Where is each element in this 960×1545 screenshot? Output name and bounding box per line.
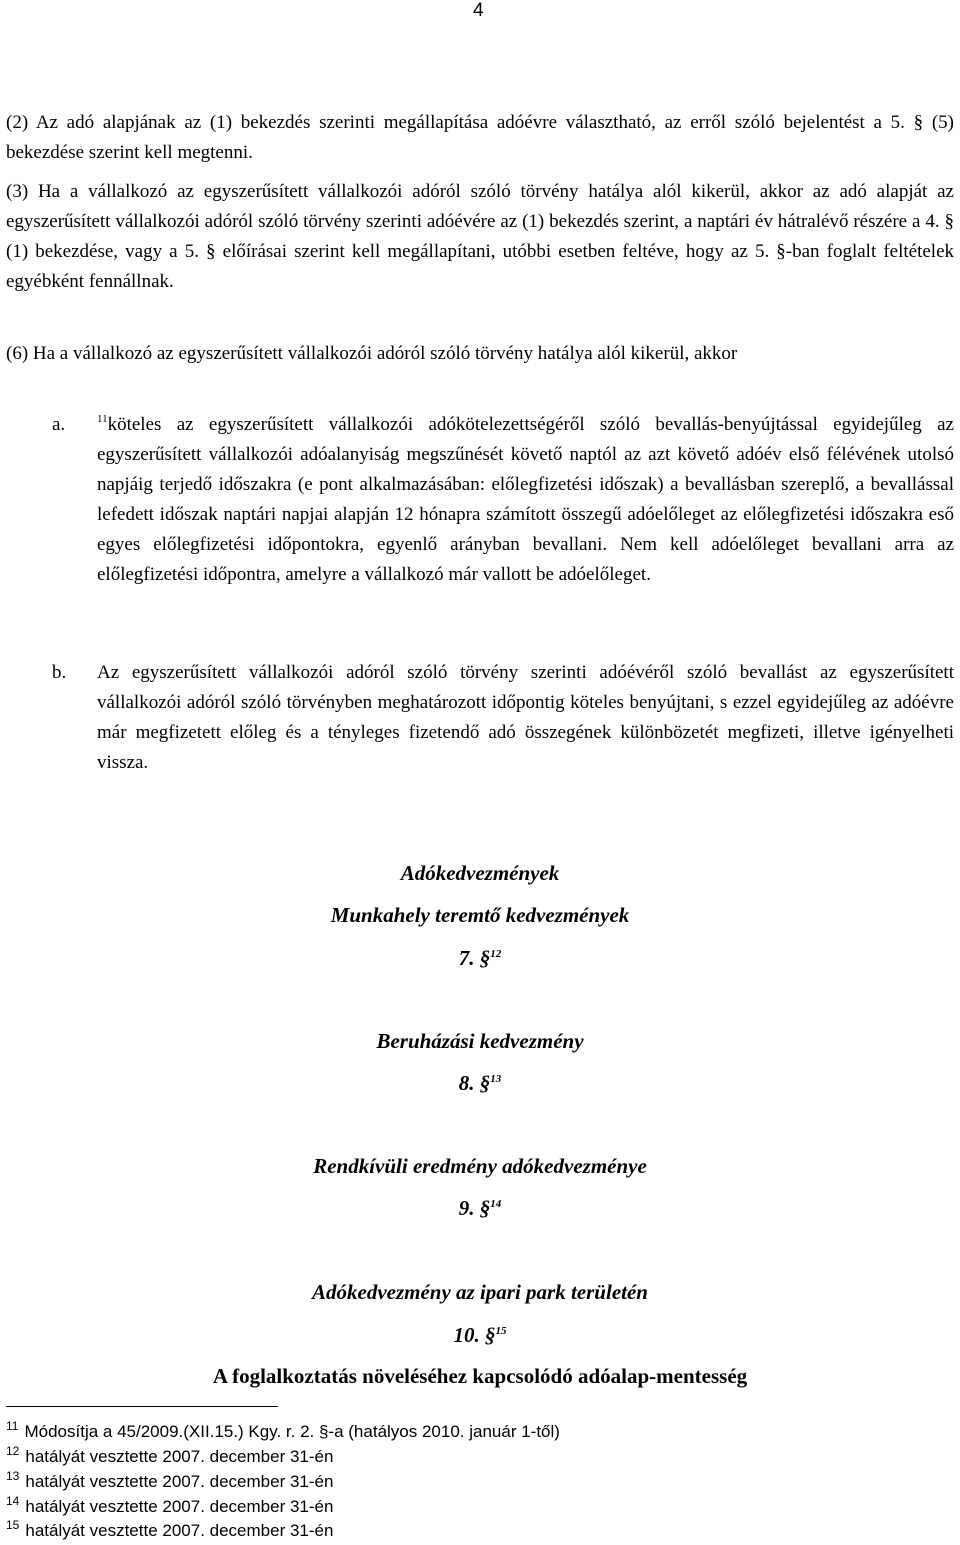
footnote-text: hatályát vesztette 2007. december 31-én bbox=[25, 1472, 334, 1491]
footnote-number: 15 bbox=[6, 1518, 20, 1532]
section-7 bbox=[0, 943, 960, 973]
section-10 bbox=[0, 1320, 960, 1350]
section-10-label: 10. § bbox=[453, 1323, 496, 1347]
footnote-text: Módosítja a 45/2009.(XII.15.) Kgy. r. 2. §-a (hatályos 2010. január 1-től) bbox=[24, 1422, 560, 1441]
heading-rendkivuli: Rendkívüli eredmény adókedvezménye bbox=[313, 1154, 647, 1178]
footnote-text: hatályát vesztette 2007. december 31-én bbox=[25, 1497, 334, 1516]
list-text-b: Az egyszerűsített vállalkozói adóról szóló törvény szerinti adóévéről szóló bevallást az egyszerűsített vállalkozói adóról szóló törvényben meghatározott időpontig köteles benyújtani, s ezzel egyidejűleg az adóévre már megfizetett előleg és a tényleges fizetendő adó összegének különbözetét megfizeti, illetve igényelheti vissza. bbox=[97, 662, 954, 773]
paragraph-2: (2) Az adó alapjának az (1) bekezdés szerinti megállapítása adóévre választható, az erről szóló bejelentést a 5. § (5) bekezdése szerint kell megtenni. bbox=[6, 112, 954, 163]
section-9-label: 9. § bbox=[458, 1196, 491, 1220]
footnote-14 bbox=[6, 1495, 333, 1519]
footnote-13 bbox=[6, 1470, 333, 1494]
footnote-ref-11: 11 bbox=[97, 413, 108, 425]
page-number: 4 bbox=[473, 0, 484, 21]
section-8 bbox=[0, 1068, 960, 1098]
footnote-15 bbox=[6, 1519, 333, 1543]
list-text-a bbox=[97, 410, 954, 590]
footnote-11 bbox=[6, 1420, 560, 1444]
list-marker-a: a. bbox=[52, 414, 66, 435]
section-9 bbox=[0, 1193, 960, 1223]
footnote-separator bbox=[6, 1406, 278, 1407]
section-7-label: 7. § bbox=[458, 946, 491, 970]
footnote-number: 12 bbox=[6, 1444, 20, 1458]
footnote-ref-12: 12 bbox=[490, 948, 502, 960]
footnote-ref-13: 13 bbox=[490, 1073, 502, 1085]
footnote-number: 14 bbox=[6, 1494, 20, 1508]
footnote-12 bbox=[6, 1445, 333, 1469]
paragraph-3: (3) Ha a vállalkozó az egyszerűsített vállalkozói adóról szóló törvény hatálya alól kikerül, akkor az adó alapját az egyszerűsített vállalkozói adóról szóló törvény szerinti adóévére az (1) bekezdés szerint, a naptári év hátralévő részére a 4. § (1) bekezdése, vagy a 5. § előírásai szerint kell megállapítani, utóbbi esetben feltéve, hogy az 5. §-ban foglalt feltételek egyébként fennállnak. bbox=[6, 181, 954, 292]
footnote-ref-14: 14 bbox=[490, 1198, 502, 1210]
heading-foglalkoztatas: A foglalkoztatás növeléséhez kapcsolódó adóalap-mentesség bbox=[212, 1364, 748, 1388]
list-marker-b: b. bbox=[52, 662, 67, 683]
footnote-number: 13 bbox=[6, 1469, 20, 1483]
footnote-text: hatályát vesztette 2007. december 31-én bbox=[25, 1521, 334, 1540]
footnote-ref-15: 15 bbox=[495, 1325, 507, 1337]
heading-ipari-park: Adókedvezmény az ipari park területén bbox=[312, 1280, 648, 1304]
heading-adokedvezmenyek: Adókedvezmények bbox=[400, 861, 560, 885]
heading-beruhazasi: Beruházási kedvezmény bbox=[376, 1029, 584, 1053]
footnote-text: hatályát vesztette 2007. december 31-én bbox=[25, 1447, 334, 1466]
footnote-number: 11 bbox=[6, 1419, 19, 1433]
heading-munkahely: Munkahely teremtő kedvezmények bbox=[330, 903, 630, 927]
paragraph-6: (6) Ha a vállalkozó az egyszerűsített vállalkozói adóról szóló törvény hatálya alól kikerül, akkor bbox=[6, 343, 738, 364]
list-item-a-text: köteles az egyszerűsített vállalkozói adókötelezettségéről szóló bevallás-benyújtással egyidejűleg az egyszerűsített vállalkozói adóalanyiság megszűnését követő naptól az azt követő adóév első félévének utolsó napjáig terjedő időszakra (e pont alkalmazásában: előlegfizetési időszak) a bevallásban szereplő, a bevallással lefedett időszak naptári napjai alapján 12 hónapra számított összegű adóelőleget az előlegfizetési időszakra eső egyes előlegfizetési időpontokra, egyenlő arányban bevallani. Nem kell adóelőleget bevallani arra az előlegfizetési időpontra, amelyre a vállalkozó már vallott be adóelőleget. bbox=[97, 414, 954, 585]
section-8-label: 8. § bbox=[458, 1071, 491, 1095]
